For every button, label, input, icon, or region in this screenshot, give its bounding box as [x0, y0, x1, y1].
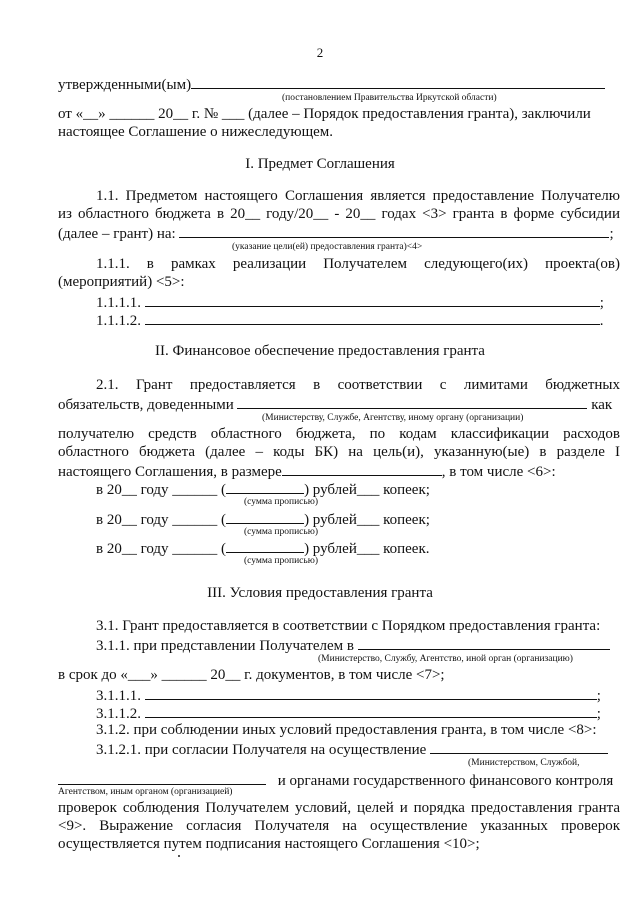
section-2-heading: II. Финансовое обеспечение предоставления гранта [155, 343, 485, 359]
note-ministry: (Министерству, Службе, Агентству, иному органу (организации) [262, 413, 524, 423]
clause-2-1-line3: получателю средств областного бюджета, по кодам классификации расходов [58, 426, 620, 442]
clause-1-1-1-line2: (мероприятий) <5>: [58, 274, 185, 290]
clause-3-1-1-deadline: в срок до «___» ______ 20__ г. документов, в том числе <7>; [58, 667, 445, 683]
year-row-2: в 20__ году ______ ( ) рублей___ копеек; [96, 512, 430, 528]
clause-3-1-2: 3.1.2. при соблюдении иных условий предоставления гранта, в том числе <8>: [96, 722, 597, 738]
clause-1-1-1-line1: 1.1.1. в рамках реализации Получателем следующего(их) проекта(ов) [96, 256, 620, 272]
checks-line3: осуществляется путем подписания настоящего Соглашения <10>; [58, 836, 480, 852]
note-grant-purpose: (указание цели(ей) предоставления гранта)<4> [232, 242, 423, 252]
clause-3-1-1: 3.1.1. при представлении Получателем в [96, 636, 620, 655]
checks-line2: <9>. Выражение согласия Получателя на осуществление указанных проверок [58, 818, 620, 834]
clause-2-1-line1: 2.1. Грант предоставляется в соответствии с лимитами бюджетных [96, 377, 620, 393]
note-sum-2: (сумма прописью) [244, 527, 318, 537]
section-1-heading: I. Предмет Соглашения [245, 156, 395, 172]
note-sum-3: (сумма прописью) [244, 556, 318, 566]
approved-label: утвержденными(ым) [58, 77, 192, 93]
control-line: и органами государственного финансового контроля [58, 771, 620, 790]
approved-blank [191, 75, 605, 89]
clause-3-1: 3.1. Грант предоставляется в соответствии с Порядком предоставления гранта: [96, 618, 601, 634]
page-number: 2 [316, 45, 324, 60]
note-ministry-acc: (Министерство, Службу, Агентство, иной орган (организацию) [318, 654, 573, 664]
scan-speck [178, 855, 180, 857]
clause-1-1-1-1: 1.1.1.1. ; [96, 295, 604, 311]
agreement-line: настоящее Соглашение о нижеследующем. [58, 124, 334, 140]
clause-3-1-2-1: 3.1.2.1. при согласии Получателя на осуществление [96, 740, 620, 759]
clause-3-1-1-2: 3.1.1.2. ; [96, 706, 601, 722]
clause-2-1-line2: обязательств, доведенными как [58, 397, 613, 413]
clause-3-1-1-1: 3.1.1.1. ; [96, 688, 601, 704]
date-line: от «__» ______ 20__ г. № ___ (далее – Порядок предоставления гранта), заключили [58, 106, 591, 122]
checks-line1: проверок соблюдения Получателем условий, целей и порядка предоставления гранта [58, 800, 620, 816]
year-row-1: в 20__ году ______ ( ) рублей___ копеек; [96, 482, 430, 498]
clause-1-1-1-2: 1.1.1.2. . [96, 313, 604, 329]
clause-2-1-line4: областного бюджета (далее – коды БК) на цель(и), указанную(ые) в разделе I [58, 444, 620, 460]
note-sum-1: (сумма прописью) [244, 497, 318, 507]
year-row-3: в 20__ году ______ ( ) рублей___ копеек. [96, 541, 430, 557]
note-ministry-instr: (Министерством, Службой, [468, 758, 580, 768]
clause-1-1-line2: из областного бюджета в 20__ году/20__ - 20__ годах <3> гранта в форме субсидии [58, 206, 620, 222]
note-government: (постановлением Правительства Иркутской области) [282, 93, 497, 103]
clause-1-1-line3: (далее – грант) на: ; [58, 226, 614, 242]
grant-for-label: (далее – грант) на: [58, 226, 176, 242]
note-agency: Агентством, иным органом (организацией) [58, 787, 233, 797]
section-3-heading: III. Условия предоставления гранта [207, 585, 433, 601]
clause-2-1-line5: настоящего Соглашения, в размере , в том числе <6>: [58, 464, 556, 480]
clause-1-1-line1: 1.1. Предметом настоящего Соглашения является предоставление Получателю [96, 188, 620, 204]
approved-line [58, 75, 620, 94]
grant-purpose-blank [179, 224, 609, 238]
